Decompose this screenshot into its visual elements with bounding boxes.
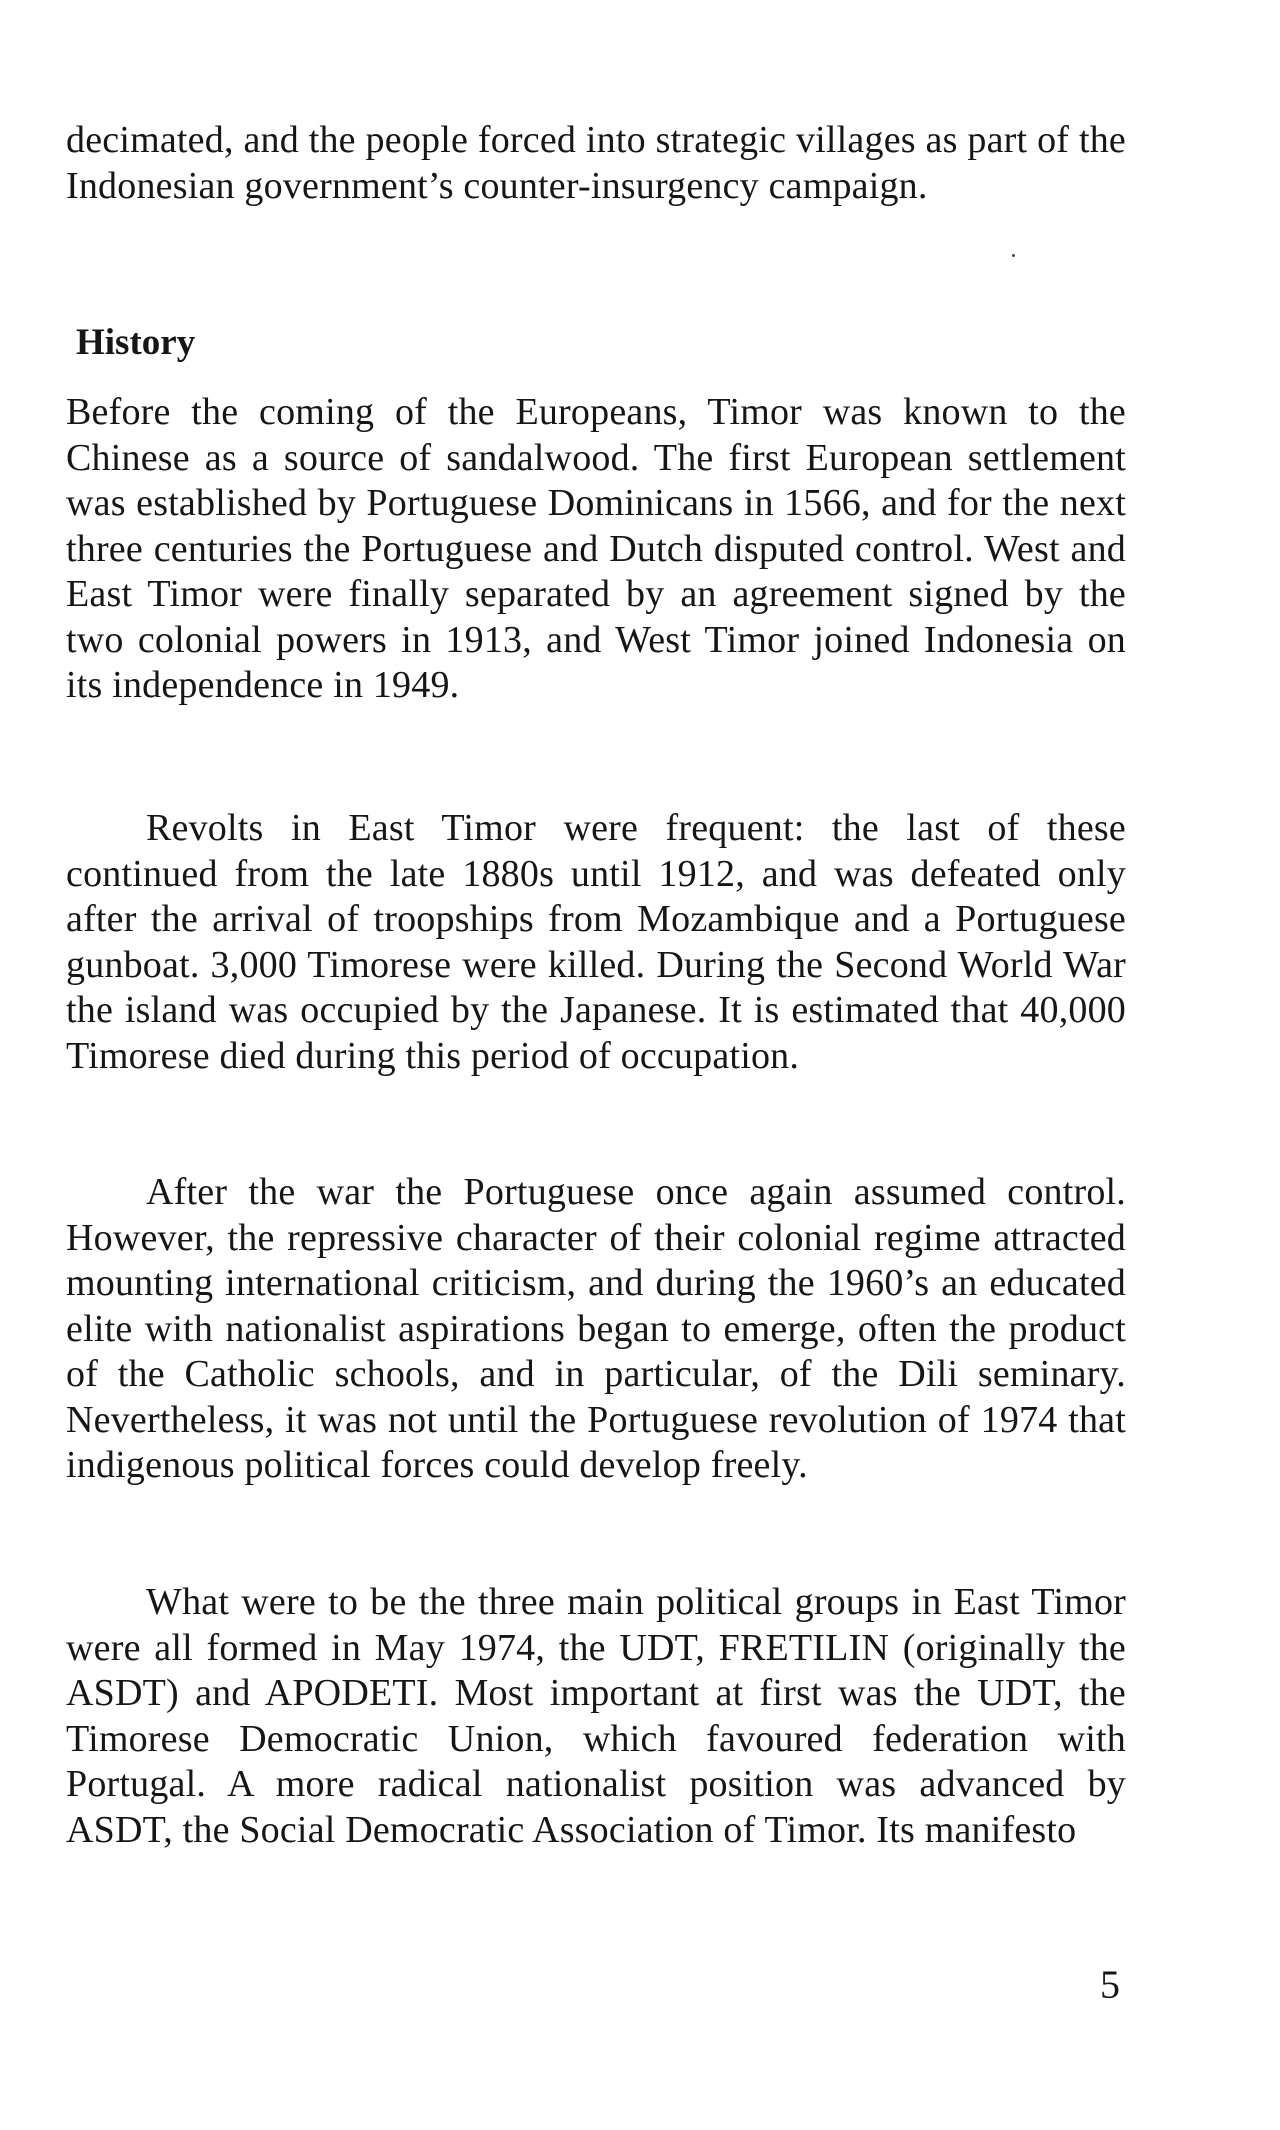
continuation-paragraph xyxy=(66,118,1126,209)
page-number: 5 xyxy=(1100,1962,1120,2007)
paragraph-2 xyxy=(66,806,1126,1079)
paragraph-text: Revolts in East Timor were frequent: the last of these continued from the late 1880s until 1912, and was defeated only after the arrival of troopships from Mozambique and a Portuguese gunboat. 3,000 Timorese were killed. During the Second World War the island was occupied by the Japanese. It is estimated that 40,000 Timorese died during this period of occupation. xyxy=(66,807,1126,1077)
paragraph-1 xyxy=(66,390,1126,709)
print-speck xyxy=(1012,254,1015,257)
section-heading: History xyxy=(76,322,196,363)
paragraph-text: Before the coming of the Europeans, Timor was known to the Chinese as a source of sandalwood. The first European settlement was established by Portuguese Dominicans in 1566, and for the next three centuries the Portuguese and Dutch disputed control. West and East Timor were finally separated by an agreement signed by the two colonial powers in 1913, and West Timor joined Indonesia on its independence in 1949. xyxy=(66,391,1126,706)
continuation-text: decimated, and the people forced into strategic villages as part of the Indonesian government’s counter-insurgency campaign. xyxy=(66,119,1126,207)
paragraph-3 xyxy=(66,1170,1126,1489)
paragraph-text: What were to be the three main political groups in East Timor were all formed in May 1974, the UDT, FRETILIN (originally the ASDT) and APODETI. Most important at first was the UDT, the Timorese Democratic Union, which favoured federation with Portugal. A more radical nationalist position was advanced by ASDT, the Social Democratic Association of Timor. Its manifesto xyxy=(66,1581,1126,1851)
paragraph-text: After the war the Portuguese once again assumed control. However, the repressive character of their colonial regime attracted mounting international criticism, and during the 1960’s an educated elite with nationalist aspirations began to emerge, often the product of the Catholic schools, and in particular, of the Dili seminary. Nevertheless, it was not until the Portuguese revolution of 1974 that indigenous political forces could develop freely. xyxy=(66,1171,1126,1486)
paragraph-4 xyxy=(66,1580,1126,1853)
